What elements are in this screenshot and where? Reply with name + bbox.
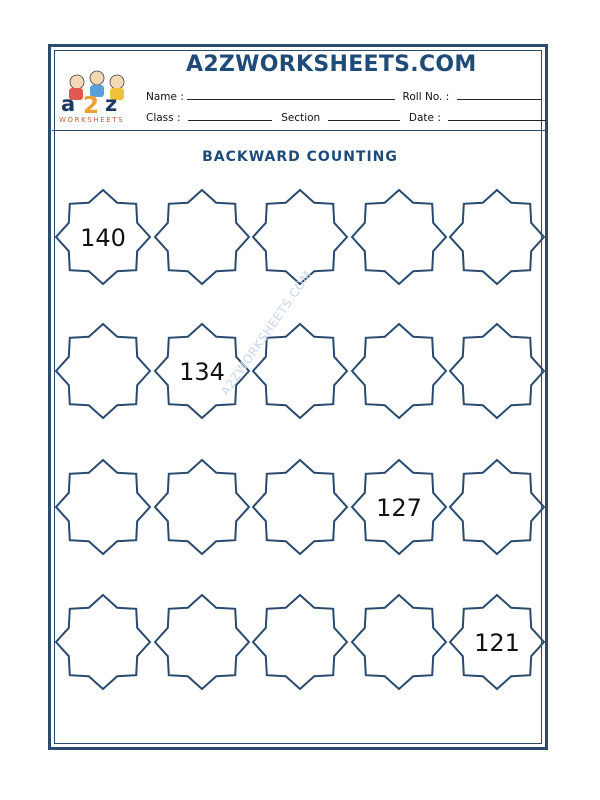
star-box-r3-c2[interactable]: [155, 460, 249, 554]
star-box-r3-c1[interactable]: [56, 460, 150, 554]
star-box-r4-c1[interactable]: [56, 595, 150, 689]
date-label: Date :: [408, 112, 441, 124]
star-box-r1-c5[interactable]: [450, 190, 544, 284]
star-box-r3-c5[interactable]: [450, 460, 544, 554]
star-number-r3-c4: 127: [376, 494, 422, 522]
roll-no-label: Roll No. :: [402, 91, 450, 103]
star-box-r4-c3[interactable]: [253, 595, 347, 689]
star-box-r3-c3[interactable]: [253, 460, 347, 554]
star-box-r4-c2[interactable]: [155, 595, 249, 689]
star-number-r2-c2: 134: [179, 358, 225, 386]
svg-text:z: z: [105, 92, 118, 116]
star-number-r1-c1: 140: [80, 224, 126, 252]
watermark: A2ZWORKSHEETS.COM: [218, 268, 315, 399]
section-label: Section: [281, 112, 321, 124]
site-title: A2ZWORKSHEETS.COM: [186, 52, 477, 77]
class-label: Class :: [146, 112, 181, 124]
name-label: Name :: [146, 91, 184, 103]
svg-text:a: a: [61, 92, 76, 116]
star-box-r4-c4[interactable]: [352, 595, 446, 689]
svg-text:WORKSHEETS: WORKSHEETS: [59, 116, 125, 124]
star-number-r4-c5: 121: [474, 629, 520, 657]
star-box-r1-c2[interactable]: [155, 190, 249, 284]
star-box-r1-c4[interactable]: [352, 190, 446, 284]
star-box-r1-c3[interactable]: [253, 190, 347, 284]
star-box-r2-c4[interactable]: [352, 324, 446, 418]
svg-text:2: 2: [83, 93, 100, 119]
worksheet-title: BACKWARD COUNTING: [202, 149, 398, 165]
star-box-r2-c1[interactable]: [56, 324, 150, 418]
star-box-r2-c5[interactable]: [450, 324, 544, 418]
